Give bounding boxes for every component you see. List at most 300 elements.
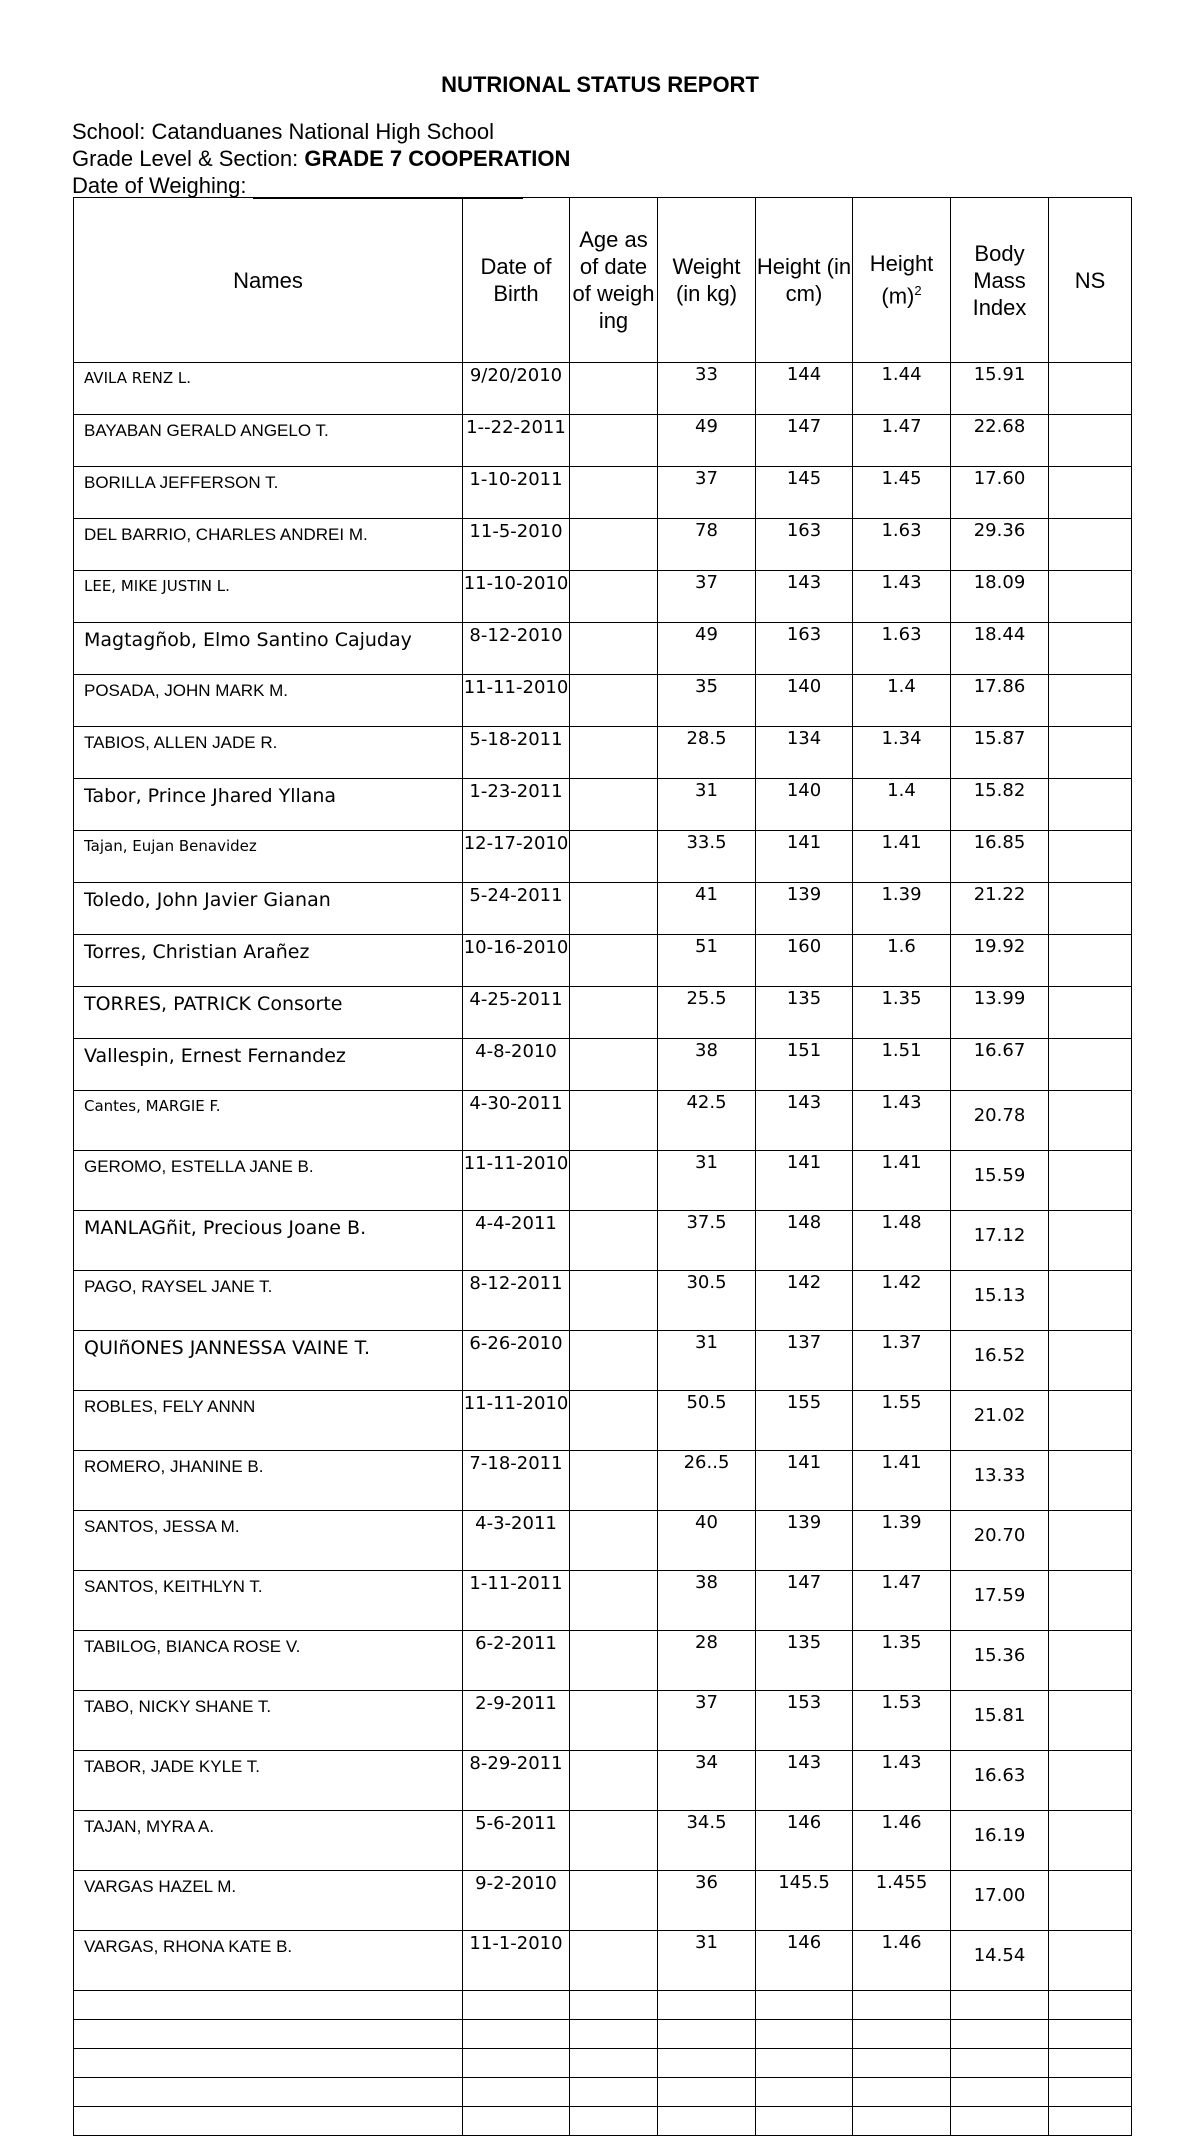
col-height-m2	[853, 198, 951, 363]
weight-cell: 33.5	[658, 831, 756, 883]
school-line	[72, 118, 494, 145]
weight-cell: 31	[658, 1931, 756, 1991]
empty-cell	[756, 2020, 853, 2049]
empty-cell	[756, 2049, 853, 2078]
bmi-cell: 16.67	[951, 1039, 1049, 1091]
height-cm-cell: 144	[756, 363, 853, 415]
dob-cell: 8-29-2011	[463, 1751, 570, 1811]
ns-cell	[1049, 571, 1132, 623]
name-cell: VARGAS HAZEL M.	[74, 1871, 463, 1931]
name-cell: LEE, MIKE JUSTIN L.	[74, 571, 463, 623]
empty-cell	[74, 2078, 463, 2107]
table-row	[74, 1091, 1132, 1151]
table-row	[74, 1039, 1132, 1091]
name-cell: POSADA, JOHN MARK M.	[74, 675, 463, 727]
age-cell	[570, 1511, 658, 1571]
ns-cell	[1049, 1931, 1132, 1991]
height-m-cell: 1.55	[853, 1391, 951, 1451]
dob-cell: 4-25-2011	[463, 987, 570, 1039]
age-cell	[570, 727, 658, 779]
weight-cell: 35	[658, 675, 756, 727]
table-row	[74, 363, 1132, 415]
bmi-cell: 13.99	[951, 987, 1049, 1039]
name-cell: MANLAGñit, Precious Joane B.	[74, 1211, 463, 1271]
bmi-cell: 15.13	[951, 1271, 1049, 1331]
name-cell: Toledo, John Javier Gianan	[74, 883, 463, 935]
ns-cell	[1049, 623, 1132, 675]
age-cell	[570, 415, 658, 467]
weight-cell: 28	[658, 1631, 756, 1691]
col-height-m2-label: Height (m)	[869, 251, 934, 309]
bmi-cell: 16.63	[951, 1751, 1049, 1811]
ns-cell	[1049, 727, 1132, 779]
dob-cell: 4-4-2011	[463, 1211, 570, 1271]
weight-cell: 30.5	[658, 1271, 756, 1331]
col-height-cm: Height (in cm)	[756, 198, 853, 363]
height-m-cell: 1.43	[853, 1091, 951, 1151]
height-m-cell: 1.41	[853, 1151, 951, 1211]
table-row	[74, 415, 1132, 467]
age-cell	[570, 1751, 658, 1811]
bmi-cell: 16.19	[951, 1811, 1049, 1871]
height-m-cell: 1.63	[853, 623, 951, 675]
height-cm-cell: 143	[756, 1751, 853, 1811]
dob-cell: 1--22-2011	[463, 415, 570, 467]
bmi-cell: 18.09	[951, 571, 1049, 623]
ns-cell	[1049, 467, 1132, 519]
empty-cell	[951, 2049, 1049, 2078]
age-cell	[570, 1631, 658, 1691]
age-cell	[570, 1691, 658, 1751]
empty-cell	[756, 2107, 853, 2136]
name-cell: TABOR, JADE KYLE T.	[74, 1751, 463, 1811]
empty-cell	[570, 2020, 658, 2049]
empty-cell	[853, 2049, 951, 2078]
dob-cell: 11-11-2010	[463, 675, 570, 727]
ns-cell	[1049, 1631, 1132, 1691]
height-m-cell: 1.43	[853, 1751, 951, 1811]
name-cell: TABIOS, ALLEN JADE R.	[74, 727, 463, 779]
empty-cell	[570, 1991, 658, 2020]
ns-cell	[1049, 935, 1132, 987]
name-cell: TABILOG, BIANCA ROSE V.	[74, 1631, 463, 1691]
height-cm-cell: 135	[756, 1631, 853, 1691]
ns-cell	[1049, 1511, 1132, 1571]
table-row	[74, 1331, 1132, 1391]
weight-cell: 49	[658, 415, 756, 467]
name-cell: Tabor, Prince Jhared Yllana	[74, 779, 463, 831]
height-cm-cell: 155	[756, 1391, 853, 1451]
weight-cell: 28.5	[658, 727, 756, 779]
age-cell	[570, 1151, 658, 1211]
height-m-cell: 1.42	[853, 1271, 951, 1331]
school-label: School:	[72, 119, 152, 144]
empty-cell	[853, 2078, 951, 2107]
dob-cell: 11-11-2010	[463, 1151, 570, 1211]
bmi-cell: 18.44	[951, 623, 1049, 675]
dob-cell: 11-5-2010	[463, 519, 570, 571]
height-cm-cell: 141	[756, 831, 853, 883]
bmi-cell: 19.92	[951, 935, 1049, 987]
empty-cell	[1049, 2049, 1132, 2078]
height-m-cell: 1.34	[853, 727, 951, 779]
date-label: Date of Weighing:	[72, 173, 253, 198]
table-row	[74, 1751, 1132, 1811]
bmi-cell: 17.00	[951, 1871, 1049, 1931]
table-row	[74, 1451, 1132, 1511]
bmi-cell: 15.91	[951, 363, 1049, 415]
dob-cell: 9-2-2010	[463, 1871, 570, 1931]
ns-cell	[1049, 1811, 1132, 1871]
empty-cell	[951, 2107, 1049, 2136]
empty-row	[74, 2020, 1132, 2049]
dob-cell: 5-24-2011	[463, 883, 570, 935]
dob-cell: 5-6-2011	[463, 1811, 570, 1871]
bmi-cell: 22.68	[951, 415, 1049, 467]
empty-cell	[1049, 1991, 1132, 2020]
col-weight: Weight (in kg)	[658, 198, 756, 363]
age-cell	[570, 935, 658, 987]
bmi-cell: 21.02	[951, 1391, 1049, 1451]
name-cell: SANTOS, KEITHLYN T.	[74, 1571, 463, 1631]
height-m-cell: 1.53	[853, 1691, 951, 1751]
height-cm-cell: 148	[756, 1211, 853, 1271]
height-m-cell: 1.37	[853, 1331, 951, 1391]
col-ns: NS	[1049, 198, 1132, 363]
ns-cell	[1049, 1391, 1132, 1451]
age-cell	[570, 571, 658, 623]
height-cm-cell: 139	[756, 883, 853, 935]
weight-cell: 37	[658, 571, 756, 623]
age-cell	[570, 467, 658, 519]
nutritional-status-table	[73, 197, 1132, 2136]
table-row	[74, 1511, 1132, 1571]
bmi-cell: 16.85	[951, 831, 1049, 883]
weight-cell: 26..5	[658, 1451, 756, 1511]
height-cm-cell: 143	[756, 1091, 853, 1151]
age-cell	[570, 1211, 658, 1271]
empty-cell	[951, 1991, 1049, 2020]
weight-cell: 36	[658, 1871, 756, 1931]
name-cell: TABO, NICKY SHANE T.	[74, 1691, 463, 1751]
height-cm-cell: 135	[756, 987, 853, 1039]
height-m-cell: 1.41	[853, 1451, 951, 1511]
dob-cell: 7-18-2011	[463, 1451, 570, 1511]
empty-cell	[463, 2020, 570, 2049]
weight-cell: 33	[658, 363, 756, 415]
empty-cell	[853, 1991, 951, 2020]
height-cm-cell: 145.5	[756, 1871, 853, 1931]
empty-cell	[658, 2049, 756, 2078]
ns-cell	[1049, 1091, 1132, 1151]
grade-label: Grade Level & Section:	[72, 146, 305, 171]
bmi-cell: 15.59	[951, 1151, 1049, 1211]
age-cell	[570, 987, 658, 1039]
empty-cell	[1049, 2107, 1132, 2136]
dob-cell: 10-16-2010	[463, 935, 570, 987]
height-m-cell: 1.4	[853, 779, 951, 831]
col-dob: Date of Birth	[463, 198, 570, 363]
height-m-cell: 1.44	[853, 363, 951, 415]
table-row	[74, 883, 1132, 935]
dob-cell: 6-26-2010	[463, 1331, 570, 1391]
empty-cell	[570, 2078, 658, 2107]
empty-row	[74, 2078, 1132, 2107]
name-cell: GEROMO, ESTELLA JANE B.	[74, 1151, 463, 1211]
bmi-cell: 15.36	[951, 1631, 1049, 1691]
ns-cell	[1049, 363, 1132, 415]
table-row	[74, 519, 1132, 571]
dob-cell: 8-12-2011	[463, 1271, 570, 1331]
ns-cell	[1049, 1039, 1132, 1091]
name-cell: PAGO, RAYSEL JANE T.	[74, 1271, 463, 1331]
name-cell: ROBLES, FELY ANNN	[74, 1391, 463, 1451]
weight-cell: 40	[658, 1511, 756, 1571]
age-cell	[570, 1871, 658, 1931]
table-row	[74, 1631, 1132, 1691]
bmi-cell: 13.33	[951, 1451, 1049, 1511]
empty-row	[74, 2049, 1132, 2078]
empty-cell	[756, 2078, 853, 2107]
age-cell	[570, 1451, 658, 1511]
empty-cell	[658, 2107, 756, 2136]
empty-cell	[463, 2107, 570, 2136]
ns-cell	[1049, 1751, 1132, 1811]
height-m-cell: 1.43	[853, 571, 951, 623]
col-bmi: Body Mass Index	[951, 198, 1049, 363]
table-row	[74, 675, 1132, 727]
height-cm-cell: 140	[756, 779, 853, 831]
bmi-cell: 16.52	[951, 1331, 1049, 1391]
bmi-cell: 17.60	[951, 467, 1049, 519]
age-cell	[570, 831, 658, 883]
name-cell: DEL BARRIO, CHARLES ANDREI M.	[74, 519, 463, 571]
age-cell	[570, 1091, 658, 1151]
table-row	[74, 467, 1132, 519]
height-cm-cell: 151	[756, 1039, 853, 1091]
col-age: Age as of date of weigh ing	[570, 198, 658, 363]
empty-cell	[658, 2078, 756, 2107]
empty-row	[74, 2107, 1132, 2136]
table-row	[74, 623, 1132, 675]
name-cell: Vallespin, Ernest Fernandez	[74, 1039, 463, 1091]
age-cell	[570, 1271, 658, 1331]
empty-cell	[853, 2107, 951, 2136]
empty-cell	[756, 1991, 853, 2020]
col-names: Names	[74, 198, 463, 363]
age-cell	[570, 675, 658, 727]
empty-cell	[463, 1991, 570, 2020]
ns-cell	[1049, 1151, 1132, 1211]
bmi-cell: 15.82	[951, 779, 1049, 831]
weight-cell: 34.5	[658, 1811, 756, 1871]
age-cell	[570, 1331, 658, 1391]
empty-cell	[658, 1991, 756, 2020]
grade-value: GRADE 7 COOPERATION	[304, 146, 571, 171]
height-cm-cell: 163	[756, 519, 853, 571]
dob-cell: 12-17-2010	[463, 831, 570, 883]
name-cell: BAYABAN GERALD ANGELO T.	[74, 415, 463, 467]
empty-cell	[74, 2049, 463, 2078]
height-cm-cell: 160	[756, 935, 853, 987]
empty-cell	[74, 2107, 463, 2136]
bmi-cell: 21.22	[951, 883, 1049, 935]
table-row	[74, 1571, 1132, 1631]
table-row	[74, 1391, 1132, 1451]
name-cell: AVILA RENZ L.	[74, 363, 463, 415]
weight-cell: 31	[658, 1331, 756, 1391]
bmi-cell: 17.59	[951, 1571, 1049, 1631]
height-cm-cell: 143	[756, 571, 853, 623]
header-row	[74, 198, 1132, 363]
ns-cell	[1049, 987, 1132, 1039]
dob-cell: 6-2-2011	[463, 1631, 570, 1691]
table-row	[74, 1931, 1132, 1991]
weight-cell: 51	[658, 935, 756, 987]
ns-cell	[1049, 1871, 1132, 1931]
name-cell: VARGAS, RHONA KATE B.	[74, 1931, 463, 1991]
empty-cell	[853, 2020, 951, 2049]
date-blank	[253, 177, 523, 199]
ns-cell	[1049, 519, 1132, 571]
dob-cell: 11-1-2010	[463, 1931, 570, 1991]
height-m-cell: 1.47	[853, 1571, 951, 1631]
height-cm-cell: 134	[756, 727, 853, 779]
bmi-cell: 17.12	[951, 1211, 1049, 1271]
height-m-cell: 1.4	[853, 675, 951, 727]
name-cell: TORRES, PATRICK Consorte	[74, 987, 463, 1039]
dob-cell: 5-18-2011	[463, 727, 570, 779]
dob-cell: 1-11-2011	[463, 1571, 570, 1631]
weight-cell: 25.5	[658, 987, 756, 1039]
ns-cell	[1049, 1691, 1132, 1751]
height-cm-cell: 146	[756, 1811, 853, 1871]
ns-cell	[1049, 1451, 1132, 1511]
name-cell: Magtagñob, Elmo Santino Cajuday	[74, 623, 463, 675]
height-cm-cell: 137	[756, 1331, 853, 1391]
name-cell: Torres, Christian Arañez	[74, 935, 463, 987]
empty-cell	[951, 2020, 1049, 2049]
height-m-cell: 1.45	[853, 467, 951, 519]
weight-cell: 41	[658, 883, 756, 935]
age-cell	[570, 519, 658, 571]
ns-cell	[1049, 883, 1132, 935]
ns-cell	[1049, 675, 1132, 727]
empty-cell	[658, 2020, 756, 2049]
weight-cell: 34	[658, 1751, 756, 1811]
weight-cell: 31	[658, 779, 756, 831]
height-m-cell: 1.51	[853, 1039, 951, 1091]
bmi-cell: 29.36	[951, 519, 1049, 571]
weight-cell: 49	[658, 623, 756, 675]
ns-cell	[1049, 1211, 1132, 1271]
ns-cell	[1049, 1271, 1132, 1331]
date-line	[72, 172, 523, 199]
bmi-cell: 15.81	[951, 1691, 1049, 1751]
height-cm-cell: 139	[756, 1511, 853, 1571]
ns-cell	[1049, 415, 1132, 467]
age-cell	[570, 1391, 658, 1451]
weight-cell: 38	[658, 1039, 756, 1091]
height-cm-cell: 146	[756, 1931, 853, 1991]
col-height-m2-sup: 2	[914, 283, 922, 299]
grade-line	[72, 145, 570, 172]
name-cell: QUIñONES JANNESSA VAINE T.	[74, 1331, 463, 1391]
height-cm-cell: 147	[756, 1571, 853, 1631]
table-row	[74, 1271, 1132, 1331]
bmi-cell: 15.87	[951, 727, 1049, 779]
table-row	[74, 727, 1132, 779]
height-m-cell: 1.6	[853, 935, 951, 987]
table-row	[74, 1151, 1132, 1211]
height-m-cell: 1.39	[853, 1511, 951, 1571]
weight-cell: 37	[658, 1691, 756, 1751]
table-row	[74, 1871, 1132, 1931]
table-row	[74, 1811, 1132, 1871]
table-row	[74, 987, 1132, 1039]
height-m-cell: 1.48	[853, 1211, 951, 1271]
height-cm-cell: 147	[756, 415, 853, 467]
height-cm-cell: 145	[756, 467, 853, 519]
height-m-cell: 1.46	[853, 1811, 951, 1871]
empty-cell	[570, 2107, 658, 2136]
age-cell	[570, 1931, 658, 1991]
name-cell: Cantes, MARGIE F.	[74, 1091, 463, 1151]
empty-cell	[74, 2020, 463, 2049]
ns-cell	[1049, 1331, 1132, 1391]
height-cm-cell: 141	[756, 1151, 853, 1211]
height-m-cell: 1.35	[853, 987, 951, 1039]
empty-cell	[1049, 2020, 1132, 2049]
ns-cell	[1049, 1571, 1132, 1631]
empty-cell	[74, 1991, 463, 2020]
height-m-cell: 1.46	[853, 1931, 951, 1991]
empty-cell	[570, 2049, 658, 2078]
dob-cell: 11-11-2010	[463, 1391, 570, 1451]
ns-cell	[1049, 779, 1132, 831]
name-cell: BORILLA JEFFERSON T.	[74, 467, 463, 519]
empty-cell	[1049, 2078, 1132, 2107]
name-cell: TAJAN, MYRA A.	[74, 1811, 463, 1871]
age-cell	[570, 1571, 658, 1631]
bmi-cell: 20.70	[951, 1511, 1049, 1571]
weight-cell: 78	[658, 519, 756, 571]
table-row	[74, 1691, 1132, 1751]
height-cm-cell: 153	[756, 1691, 853, 1751]
age-cell	[570, 1039, 658, 1091]
bmi-cell: 20.78	[951, 1091, 1049, 1151]
table-row	[74, 779, 1132, 831]
height-m-cell: 1.63	[853, 519, 951, 571]
dob-cell: 8-12-2010	[463, 623, 570, 675]
age-cell	[570, 623, 658, 675]
dob-cell: 1-10-2011	[463, 467, 570, 519]
dob-cell: 4-30-2011	[463, 1091, 570, 1151]
height-m-cell: 1.39	[853, 883, 951, 935]
height-m-cell: 1.41	[853, 831, 951, 883]
height-cm-cell: 142	[756, 1271, 853, 1331]
dob-cell: 9/20/2010	[463, 363, 570, 415]
weight-cell: 50.5	[658, 1391, 756, 1451]
weight-cell: 38	[658, 1571, 756, 1631]
empty-cell	[951, 2078, 1049, 2107]
bmi-cell: 14.54	[951, 1931, 1049, 1991]
height-cm-cell: 140	[756, 675, 853, 727]
empty-cell	[463, 2078, 570, 2107]
dob-cell: 11-10-2010	[463, 571, 570, 623]
age-cell	[570, 883, 658, 935]
name-cell: SANTOS, JESSA M.	[74, 1511, 463, 1571]
